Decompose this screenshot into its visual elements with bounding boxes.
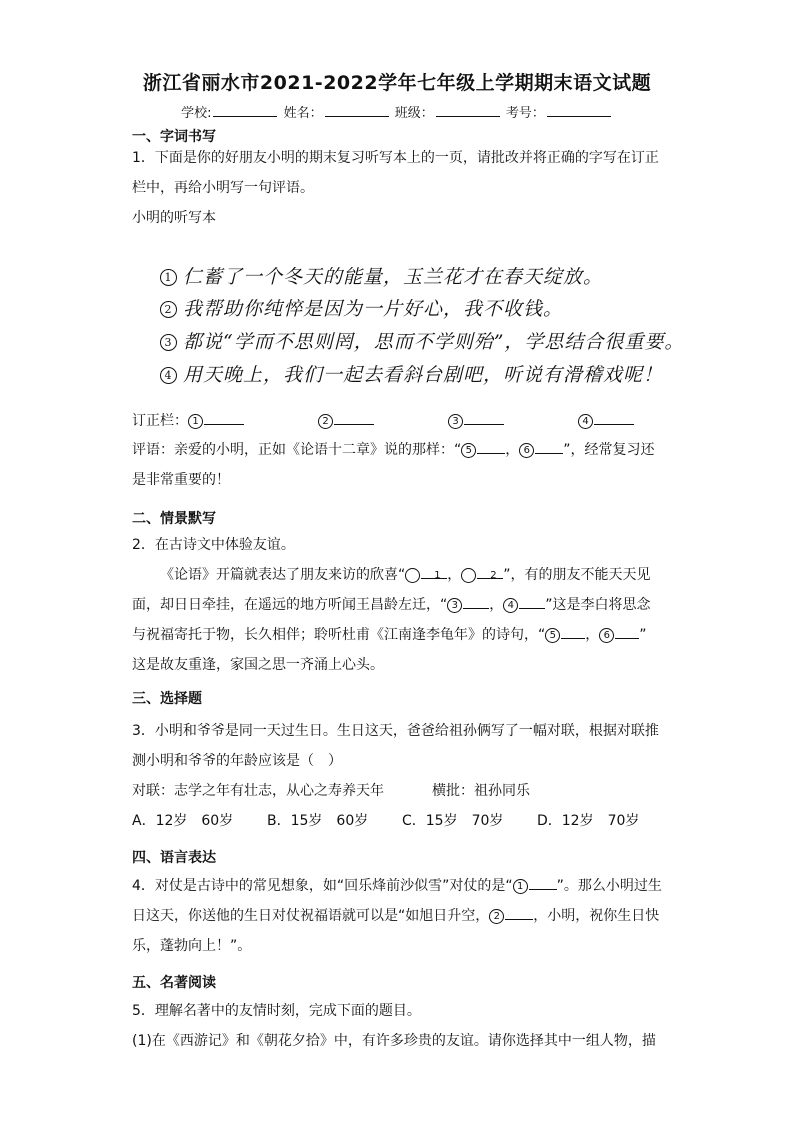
exam-number-label: 考号：: [505, 106, 545, 121]
question-4-line: [132, 871, 662, 901]
circled-number: 2: [160, 301, 177, 318]
passage-text: 与祝福寄托于物，长久相伴；聆听杜甫《江南逢李龟年》的诗句，“: [132, 627, 546, 643]
name-label: 姓名：: [283, 106, 323, 121]
question-2: [132, 530, 662, 680]
question-3-line: 测小明和爷爷的年龄应该是（ ）: [132, 753, 342, 769]
section-heading: 一、字词书写: [132, 129, 216, 145]
comma: ，: [489, 597, 504, 613]
circled-number: 2: [318, 414, 333, 429]
circled-number: 1: [160, 269, 177, 286]
circled-number: 4: [160, 367, 177, 384]
question-2-line: [132, 620, 662, 650]
option-c[interactable]: C．15岁 70岁: [402, 813, 504, 829]
comma: ，: [447, 567, 462, 583]
circled-number: 1: [513, 879, 528, 894]
fill-blank[interactable]: [615, 624, 639, 639]
circled-number: 1: [188, 414, 203, 429]
question-2-line: [132, 590, 662, 620]
section-heading: 二、情景默写: [132, 511, 216, 527]
option-a[interactable]: A．12岁 60岁: [132, 813, 234, 829]
handwriting-line: [160, 327, 684, 354]
circled-number: 3: [448, 414, 463, 429]
question-text: ”。那么小明过生: [556, 878, 662, 894]
handwriting-text: 我帮助你纯悴是因为一片好心，我不收钱。: [183, 298, 564, 320]
section-heading: 三、选择题: [132, 691, 202, 707]
correction-blank[interactable]: [204, 410, 244, 425]
question-2-line: [132, 560, 662, 590]
exam-number-blank[interactable]: [547, 104, 611, 117]
question-text: 日这天，你送他的生日对仗祝福语就可以是“如旭日升空，: [132, 908, 490, 924]
question-text: 4．对仗是古诗中的常见想象，如“回乐烽前沙似雪”对仗的是“: [132, 878, 513, 894]
comment-text: ”，经常复习还: [563, 442, 655, 458]
couplet-text: 对联：志学之年有壮志，从心之寿养天年: [132, 783, 384, 799]
fill-blank[interactable]: [463, 594, 489, 609]
handwriting-text: 都说“学而不思则罔，思而不学则殆”，学思结合很重要。: [183, 331, 685, 353]
school-label: 学校:: [181, 106, 212, 121]
handwriting-text: 仁蓄了一个冬天的能量，玉兰花才在春天绽放。: [183, 266, 604, 288]
passage-text: ”，有的朋友不能天天见: [503, 567, 651, 583]
couplet-line: [132, 776, 662, 806]
fill-blank[interactable]: [519, 594, 545, 609]
comment-text: 评语：亲爱的小明，正如《论语十二章》说的那样：“: [132, 442, 462, 458]
fill-blank[interactable]: [529, 875, 557, 890]
comment-blank[interactable]: [535, 439, 563, 454]
question-4-line: [132, 901, 662, 931]
banner-text: 横批：祖孙同乐: [432, 783, 530, 799]
correction-blank[interactable]: [334, 410, 374, 425]
question-2-stem: 2．在古诗文中体验友谊。: [132, 537, 295, 553]
name-blank[interactable]: [325, 104, 389, 117]
notebook-label: 小明的听写本: [132, 210, 216, 226]
section-heading: 五、名著阅读: [132, 975, 216, 991]
fill-blank[interactable]: [477, 564, 503, 579]
page-title: 浙江省丽水市2021-2022学年七年级上学期期末语文试题: [142, 72, 652, 94]
question-5: [132, 996, 662, 1056]
circled-number: 3: [160, 334, 177, 351]
question-3-line: 3．小明和爷爷是同一天过生日。生日这天，爸爸给祖孙俩写了一幅对联，根据对联推: [132, 723, 659, 739]
class-label: 班级：: [394, 106, 434, 121]
circled-number: 1: [405, 568, 420, 583]
handwriting-line: [160, 262, 603, 289]
fill-blank[interactable]: [561, 624, 585, 639]
comment-line: 是非常重要的！: [132, 472, 230, 488]
option-d[interactable]: D．12岁 70岁: [537, 813, 640, 829]
fill-blank[interactable]: [505, 905, 533, 920]
circled-number: 4: [503, 598, 518, 613]
circled-number: 4: [578, 414, 593, 429]
circled-number: 6: [519, 443, 534, 458]
section-heading: 四、语言表达: [132, 850, 216, 866]
question-5-sub1: (1)在《西游记》和《朝花夕拾》中，有许多珍贵的友谊。请你选择其中一组人物，描: [132, 1033, 656, 1049]
question-3: [132, 716, 662, 836]
circled-number: 3: [447, 598, 462, 613]
passage-text: 《论语》开篇就表达了朋友来访的欣喜“: [160, 567, 406, 583]
circled-number: 5: [461, 443, 476, 458]
circled-number: 2: [489, 909, 504, 924]
comma: ，: [505, 442, 520, 458]
option-b[interactable]: B．15岁 60岁: [267, 813, 369, 829]
handwriting-line: [160, 294, 563, 321]
question-5-stem: 5．理解名著中的友情时刻，完成下面的题目。: [132, 1003, 421, 1019]
school-blank[interactable]: [213, 104, 277, 117]
question-4: [132, 871, 662, 961]
student-info-line: [0, 102, 794, 121]
passage-text: ”这是李白将思念: [545, 597, 651, 613]
correction-label: 订正栏：: [132, 413, 188, 429]
correction-row: [132, 410, 708, 430]
circled-number: 5: [545, 628, 560, 643]
correction-blank[interactable]: [464, 410, 504, 425]
question-2-line: 这是故友重逢，家国之思一齐涌上心头。: [132, 657, 384, 673]
comment-line: [132, 435, 662, 465]
question-1-stem: [132, 143, 662, 233]
options-row: [132, 806, 662, 836]
class-blank[interactable]: [436, 104, 500, 117]
comment-blank[interactable]: [477, 439, 505, 454]
circled-number: 6: [599, 628, 614, 643]
question-1-line: 1．下面是你的好朋友小明的期末复习听写本上的一页，请批改并将正确的字写在订正: [132, 150, 659, 166]
question-1-line: 栏中，再给小明写一句评语。: [132, 180, 314, 196]
passage-text: 面，却日日牵挂，在遥远的地方听闻王昌龄左迁，“: [132, 597, 448, 613]
fill-blank[interactable]: [421, 564, 447, 579]
handwriting-line: [160, 360, 663, 387]
comma: ，: [585, 627, 600, 643]
question-text: ，小明，祝你生日快: [533, 908, 660, 924]
handwriting-text: 用天晚上，我们一起去看斜台剧吧，听说有滑稽戏呢！: [183, 364, 664, 386]
question-4-line: 乐，蓬勃向上！”。: [132, 938, 252, 954]
correction-blank[interactable]: [594, 410, 634, 425]
comment-block: [132, 435, 662, 495]
passage-text: ”: [639, 627, 647, 643]
circled-number: 2: [461, 568, 476, 583]
